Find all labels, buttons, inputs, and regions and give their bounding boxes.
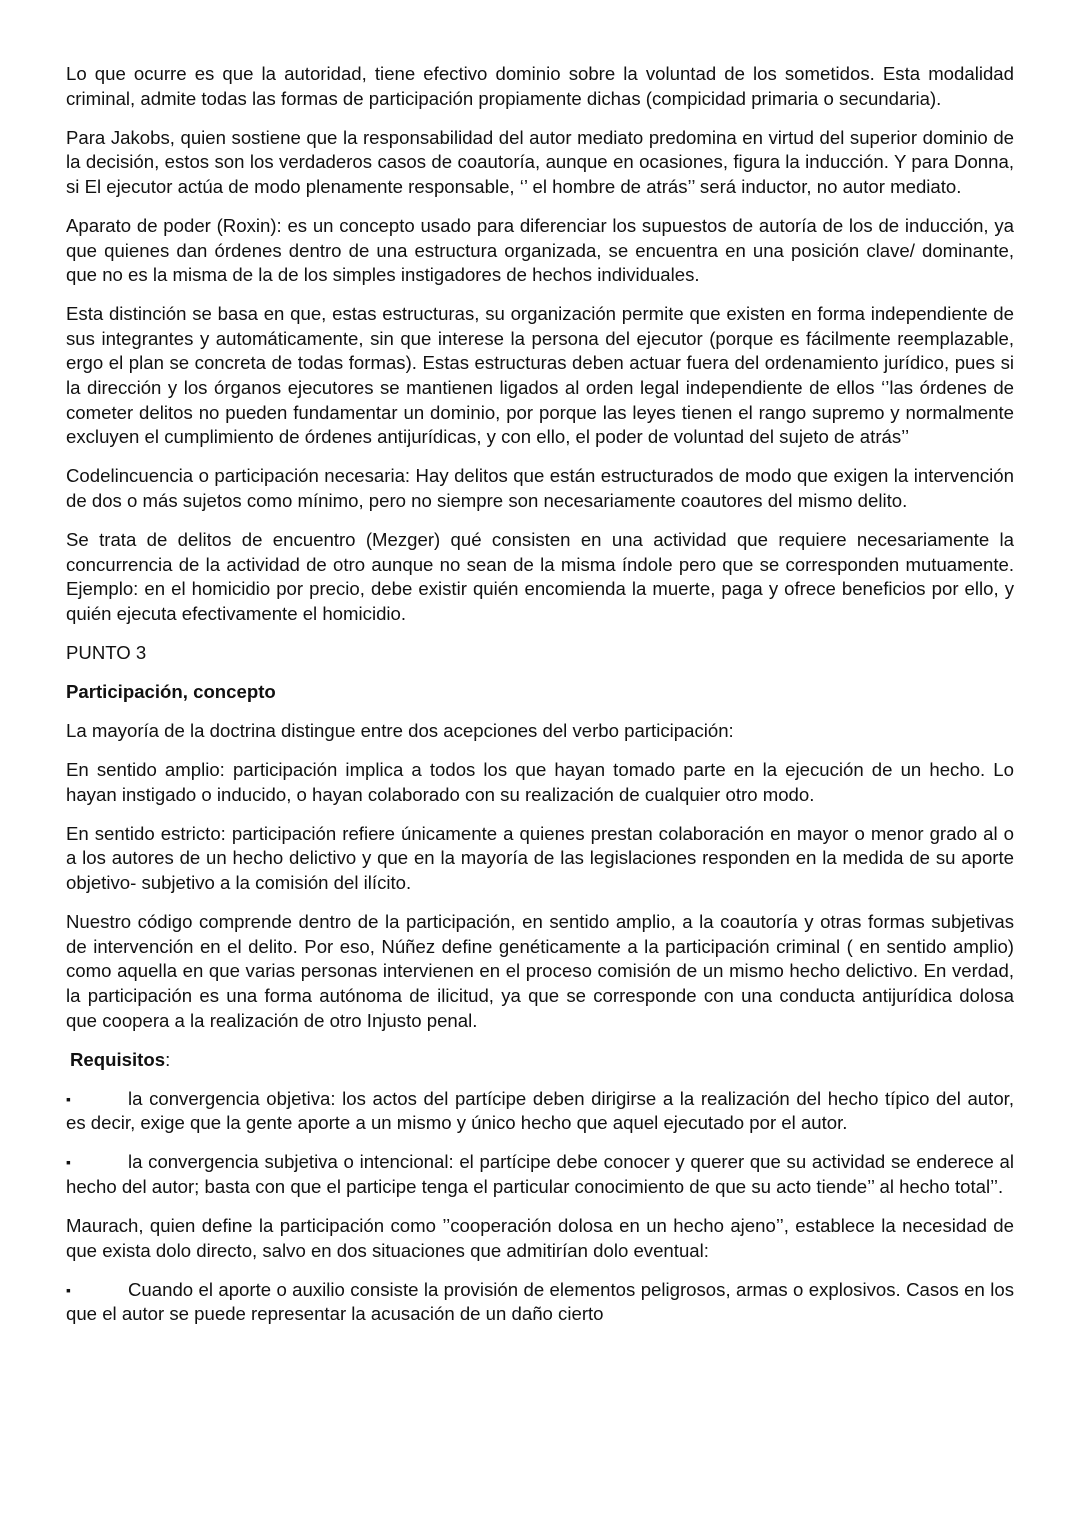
bullet-icon: ▪ <box>66 1281 71 1298</box>
list-item <box>66 1278 1014 1327</box>
paragraph: Esta distinción se basa en que, estas estructuras, su organización permite que existen en forma independiente de sus integrantes y automáticamente, sin que interese la persona del ejecutor (porque es fácilmente reemplazable, ergo el plan se concreta de todas formas). Estas estructuras deben actuar fuera del ordenamiento jurídico, pues si la dirección y los órganos ejecutores se mantienen ligados al orden legal independiente de ellos ‘’las órdenes de cometer delitos no pueden fundamentar un dominio, por porque las leyes tienen el rango supremo y normalmente excluyen el cumplimiento de órdenes antijurídicas, y con ello, el poder de voluntad del sujeto de atrás’’ <box>66 303 1014 448</box>
paragraph: Maurach, quien define la participación como ’’cooperación dolosa en un hecho ajeno’’, establece la necesidad de que exista dolo directo, salvo en dos situaciones que admitirían dolo eventual: <box>66 1215 1014 1261</box>
list-item <box>66 1150 1014 1199</box>
paragraph: En sentido estricto: participación refiere únicamente a quienes prestan colaboración en mayor o menor grado al o a los autores de un hecho delictivo y que en la mayoría de las legislaciones responden en la medida de su aporte objetivo- subjetivo a la comisión del ilícito. <box>66 822 1014 894</box>
list-item <box>66 1087 1014 1136</box>
paragraph: Aparato de poder (Roxin): es un concepto usado para diferenciar los supuestos de autoría de los de inducción, ya que quienes dan órdenes dentro de una estructura organizada, se encuentra en una posición clave/ dominante, que no es la misma de la de los simples instigadores de hechos individuales. <box>66 214 1014 286</box>
paragraph: Para Jakobs, quien sostiene que la responsabilidad del autor mediato predomina en virtud del superior dominio de la decisión, estos son los verdaderos casos de coautoría, aunque en ocasiones, figura la inducción. Y para Donna, si El ejecutor actúa de modo plenamente responsable, ‘’ el hombre de atrás’’ será inductor, no autor mediato. <box>66 126 1014 197</box>
bullet-text: la convergencia subjetiva o intencional: el partícipe debe conocer y querer que su actividad se enderece al hecho del autor; basta con que el participe tenga el particular conocimiento de que su acto tiende’’ al hecho total’’. <box>66 1151 1014 1197</box>
paragraph: Se trata de delitos de encuentro (Mezger) qué consisten en una actividad que requiere necesariamente la concurrencia de la actividad de otro aunque no sean de la misma índole pero que se corresponden mutuamente. Ejemplo: en el homicidio por precio, debe existir quién encomienda la muerte, paga y ofrece beneficios por ello, y quién ejecuta efectivamente el homicidio. <box>66 529 1014 624</box>
bullet-text: Cuando el aporte o auxilio consiste la provisión de elementos peligrosos, armas o explosivos. Casos en los que el autor se puede representar la acusación de un daño cierto <box>66 1278 1014 1325</box>
section-heading: Participación, concepto <box>66 680 276 702</box>
requisitos-colon: : <box>165 1048 171 1070</box>
paragraph: Codelincuencia o participación necesaria: Hay delitos que están estructurados de modo que exigen la intervención de dos o más sujetos como mínimo, pero no siempre son necesariamente coautores del mismo delito. <box>66 465 1014 511</box>
requisitos-heading <box>70 1048 1014 1073</box>
requisitos-label: Requisitos <box>70 1048 166 1070</box>
paragraph: En sentido amplio: participación implica a todos los que hayan tomado parte en la ejecución de un hecho. Lo hayan instigado o inducido, o hayan colaborado con su realización de cualquier otro modo. <box>66 759 1014 805</box>
bullet-icon: ▪ <box>66 1154 71 1171</box>
section-label: PUNTO 3 <box>66 641 147 663</box>
paragraph: Nuestro código comprende dentro de la participación, en sentido amplio, a la coautoría y otras formas subjetivas de intervención en el delito. Por eso, Núñez define genéticamente a la participación criminal ( en sentido amplio) como aquella en que varias personas intervienen en el proceso comisión de un mismo hecho delictivo. En verdad, la participación es una forma autónoma de ilicitud, ya que se corresponde con una conducta antijurídica dolosa que coopera a la realización de otro Injusto penal. <box>66 911 1014 1031</box>
bullet-icon: ▪ <box>66 1090 71 1107</box>
paragraph: La mayoría de la doctrina distingue entre dos acepciones del verbo participación: <box>66 720 734 742</box>
paragraph: Lo que ocurre es que la autoridad, tiene efectivo dominio sobre la voluntad de los sometidos. Esta modalidad criminal, admite todas las formas de participación propiamente dichas (compicidad primaria o secundaria). <box>66 63 1014 109</box>
bullet-text: la convergencia objetiva: los actos del partícipe deben dirigirse a la realización del hecho típico del autor, es decir, exige que la gente aporte a un mismo y único hecho que aquel ejecutado por el autor. <box>66 1087 1014 1134</box>
